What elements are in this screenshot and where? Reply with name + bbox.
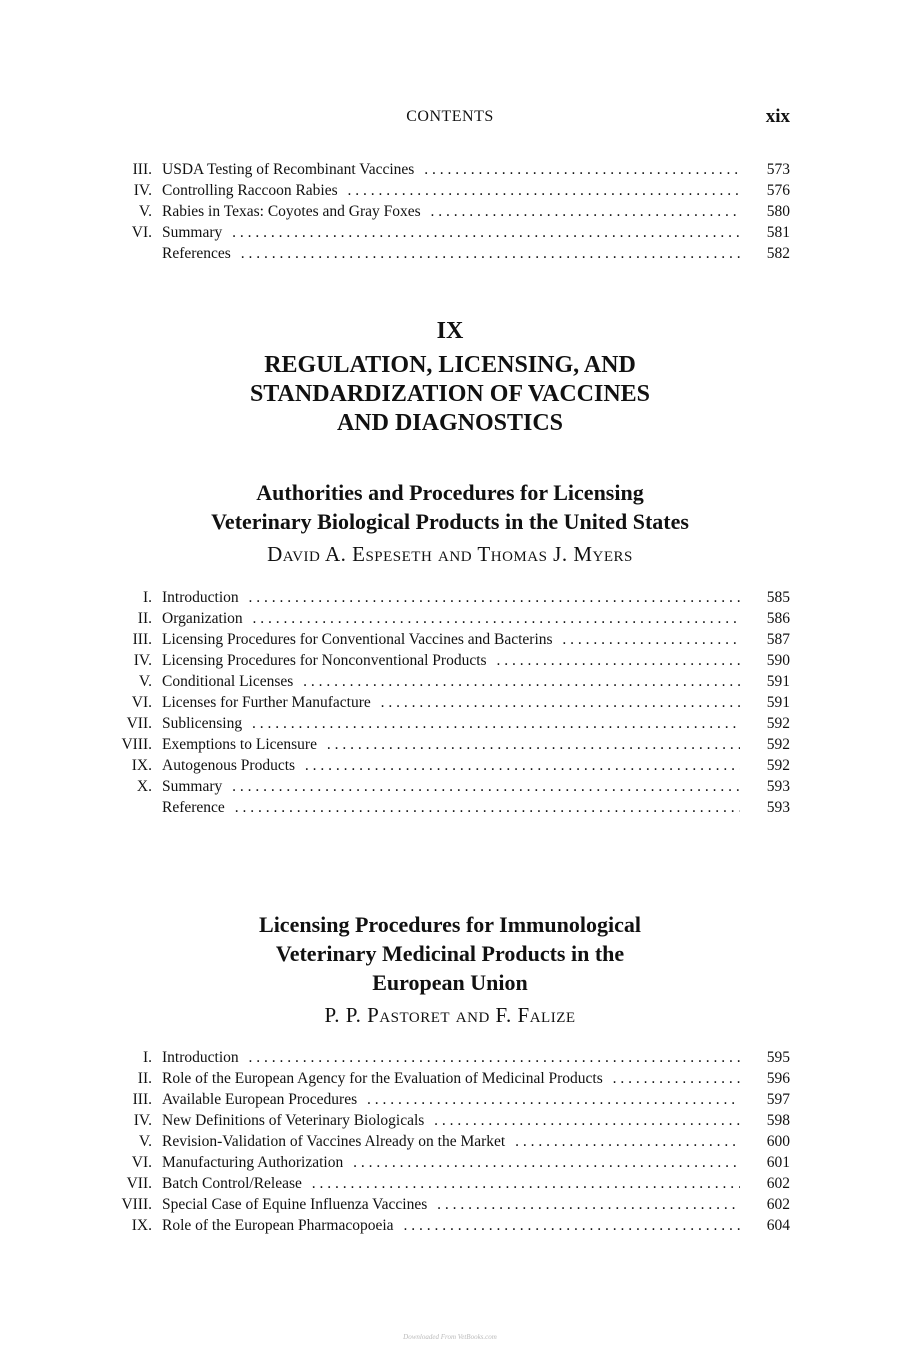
toc-entry	[110, 608, 790, 629]
toc-entry-number: II.	[137, 610, 152, 627]
toc-entry-number: I.	[142, 1049, 152, 1066]
toc-entry	[110, 1089, 790, 1110]
chapter-toc-list	[110, 1047, 790, 1236]
toc-entry	[110, 180, 790, 201]
toc-entry-page: 576	[766, 182, 790, 199]
toc-entry-title: Special Case of Equine Influenza Vaccines	[162, 1196, 433, 1213]
toc-entry-number: VII.	[126, 715, 152, 732]
toc-entry-page: 598	[766, 1112, 790, 1129]
chapter-title-line: European Union	[372, 970, 528, 995]
toc-entry-page: 586	[766, 610, 790, 627]
toc-entry-title: Summary	[162, 778, 228, 795]
chapter-authors: P. P. Pastoret and F. Falize	[324, 1003, 576, 1027]
toc-entry-page: 596	[766, 1070, 790, 1087]
toc-entry	[110, 1152, 790, 1173]
toc-entry-number: II.	[137, 1070, 152, 1087]
toc-entry-title-leader	[162, 201, 740, 222]
toc-entry	[110, 1131, 790, 1152]
running-head	[0, 108, 900, 130]
toc-entry-title-leader	[162, 222, 740, 243]
chapter-authors: David A. Espeseth and Thomas J. Myers	[267, 542, 633, 566]
toc-entry	[110, 755, 790, 776]
toc-entry-number: VI.	[131, 694, 152, 711]
toc-entry-title: Sublicensing	[162, 715, 248, 732]
toc-entry-page: 595	[766, 1049, 790, 1066]
toc-entry	[110, 713, 790, 734]
toc-entry-title: Exemptions to Licensure	[162, 736, 323, 753]
toc-entry-number: VI.	[131, 1154, 152, 1171]
toc-entry	[110, 1068, 790, 1089]
toc-entry-page: 592	[766, 736, 790, 753]
chapter-toc-list	[110, 587, 790, 818]
toc-entry-title-leader	[162, 1131, 740, 1152]
toc-entry-title: Licensing Procedures for Conventional Vaccines and Bacterins	[162, 631, 559, 648]
toc-entry-title-leader	[162, 180, 740, 201]
toc-entry	[110, 692, 790, 713]
toc-entry-title-leader	[162, 1194, 740, 1215]
toc-entry-page: 592	[766, 715, 790, 732]
toc-entry-title: References	[162, 245, 237, 262]
toc-entry	[110, 797, 790, 818]
toc-entry-number: V.	[138, 203, 152, 220]
toc-entry-title: Controlling Raccoon Rabies	[162, 182, 344, 199]
page-number: xix	[765, 106, 790, 127]
toc-entry-page: 581	[766, 224, 790, 241]
toc-entry-number: VI.	[131, 224, 152, 241]
toc-entry-page: 602	[766, 1196, 790, 1213]
toc-entry	[110, 1194, 790, 1215]
toc-entry-page: 602	[766, 1175, 790, 1192]
toc-entry-title-leader	[162, 755, 740, 776]
toc-top-list	[110, 159, 790, 264]
part-title-line: REGULATION, LICENSING, AND	[264, 352, 636, 378]
toc-entry	[110, 587, 790, 608]
toc-entry-page: 591	[766, 673, 790, 690]
toc-entry-title-leader	[162, 629, 740, 650]
toc-entry-number: VIII.	[121, 736, 152, 753]
toc-entry-title-leader	[162, 608, 740, 629]
toc-entry-number: III.	[132, 161, 152, 178]
toc-entry-title: Autogenous Products	[162, 757, 301, 774]
toc-entry-number: V.	[138, 673, 152, 690]
toc-entry-title: Summary	[162, 224, 228, 241]
toc-entry-title: Role of the European Agency for the Evaluation of Medicinal Products	[162, 1070, 609, 1087]
toc-entry-title: Manufacturing Authorization	[162, 1154, 349, 1171]
toc-entry-title: Available European Procedures	[162, 1091, 363, 1108]
toc-entry-number: VIII.	[121, 1196, 152, 1213]
toc-entry-title-leader	[162, 1152, 740, 1173]
toc-entry-page: 593	[766, 799, 790, 816]
toc-entry-title-leader	[162, 1089, 740, 1110]
toc-entry-title: New Definitions of Veterinary Biologicals	[162, 1112, 430, 1129]
toc-entry-title: Revision-Validation of Vaccines Already on the Market	[162, 1133, 511, 1150]
toc-entry-page: 601	[766, 1154, 790, 1171]
toc-entry-title-leader	[162, 776, 740, 797]
toc-entry-title-leader	[162, 797, 740, 818]
toc-entry	[110, 1173, 790, 1194]
toc-entry-page: 597	[766, 1091, 790, 1108]
toc-entry-number: X.	[136, 778, 152, 795]
toc-entry-title: USDA Testing of Recombinant Vaccines	[162, 161, 420, 178]
part-title-line: STANDARDIZATION OF VACCINES	[249, 381, 651, 407]
toc-entry-title: Licenses for Further Manufacture	[162, 694, 377, 711]
toc-entry-title: Conditional Licenses	[162, 673, 299, 690]
toc-entry-page: 604	[766, 1217, 790, 1234]
toc-entry-page: 573	[766, 161, 790, 178]
toc-entry-page: 585	[766, 589, 790, 606]
chapter-title-line: Veterinary Biological Products in the United States	[211, 509, 689, 534]
toc-entry	[110, 650, 790, 671]
running-head-title: CONTENTS	[406, 108, 494, 125]
toc-entry-number: I.	[142, 589, 152, 606]
part-heading	[0, 318, 900, 438]
chapter-title-line: Authorities and Procedures for Licensing	[256, 480, 644, 505]
toc-entry-title: Rabies in Texas: Coyotes and Gray Foxes	[162, 203, 427, 220]
toc-entry-title-leader	[162, 1173, 740, 1194]
toc-entry-title: Role of the European Pharmacopoeia	[162, 1217, 400, 1234]
toc-entry-title-leader	[162, 1047, 740, 1068]
part-number: IX	[436, 318, 464, 344]
toc-entry-title: Organization	[162, 610, 249, 627]
toc-entry-number: IX.	[131, 757, 152, 774]
chapter-title-line: Veterinary Medicinal Products in the	[275, 941, 625, 966]
toc-entry-page: 600	[766, 1133, 790, 1150]
toc-entry-title-leader	[162, 159, 740, 180]
toc-entry-number: IX.	[131, 1217, 152, 1234]
toc-entry-number: VII.	[126, 1175, 152, 1192]
toc-entry-title-leader	[162, 1215, 740, 1236]
toc-entry-number: V.	[138, 1133, 152, 1150]
toc-entry-number: IV.	[133, 1112, 152, 1129]
toc-entry	[110, 734, 790, 755]
watermark: Downloaded From VetBooks.com	[403, 1333, 497, 1341]
toc-entry-page: 587	[766, 631, 790, 648]
toc-entry-page: 590	[766, 652, 790, 669]
toc-entry-title: Batch Control/Release	[162, 1175, 308, 1192]
toc-entry-title-leader	[162, 243, 740, 264]
toc-entry-page: 593	[766, 778, 790, 795]
toc-entry-title-leader	[162, 587, 740, 608]
chapter-title-line: Licensing Procedures for Immunological	[259, 912, 641, 937]
toc-entry	[110, 222, 790, 243]
toc-entry	[110, 201, 790, 222]
toc-entry-number: III.	[132, 631, 152, 648]
toc-entry-title-leader	[162, 671, 740, 692]
toc-entry	[110, 1047, 790, 1068]
toc-entry	[110, 1215, 790, 1236]
toc-entry-title: Reference	[162, 799, 231, 816]
toc-entry-number: III.	[132, 1091, 152, 1108]
toc-entry	[110, 159, 790, 180]
toc-entry-number: IV.	[133, 652, 152, 669]
toc-entry-title: Introduction	[162, 589, 245, 606]
chapter-title	[0, 910, 900, 997]
toc-entry-title-leader	[162, 692, 740, 713]
chapter-title	[0, 478, 900, 536]
toc-entry	[110, 629, 790, 650]
toc-entry	[110, 243, 790, 264]
toc-entry-page: 580	[766, 203, 790, 220]
toc-entry	[110, 1110, 790, 1131]
toc-entry-title: Introduction	[162, 1049, 245, 1066]
toc-entry-title-leader	[162, 1068, 740, 1089]
toc-entry-title-leader	[162, 1110, 740, 1131]
toc-entry-page: 592	[766, 757, 790, 774]
part-title-line: AND DIAGNOSTICS	[336, 410, 564, 436]
toc-entry-page: 582	[766, 245, 790, 262]
toc-entry-title-leader	[162, 650, 740, 671]
toc-entry	[110, 776, 790, 797]
toc-entry-title-leader	[162, 734, 740, 755]
toc-entry	[110, 671, 790, 692]
toc-entry-number: IV.	[133, 182, 152, 199]
toc-entry-title: Licensing Procedures for Nonconventional Products	[162, 652, 493, 669]
toc-entry-title-leader	[162, 713, 740, 734]
toc-entry-page: 591	[766, 694, 790, 711]
